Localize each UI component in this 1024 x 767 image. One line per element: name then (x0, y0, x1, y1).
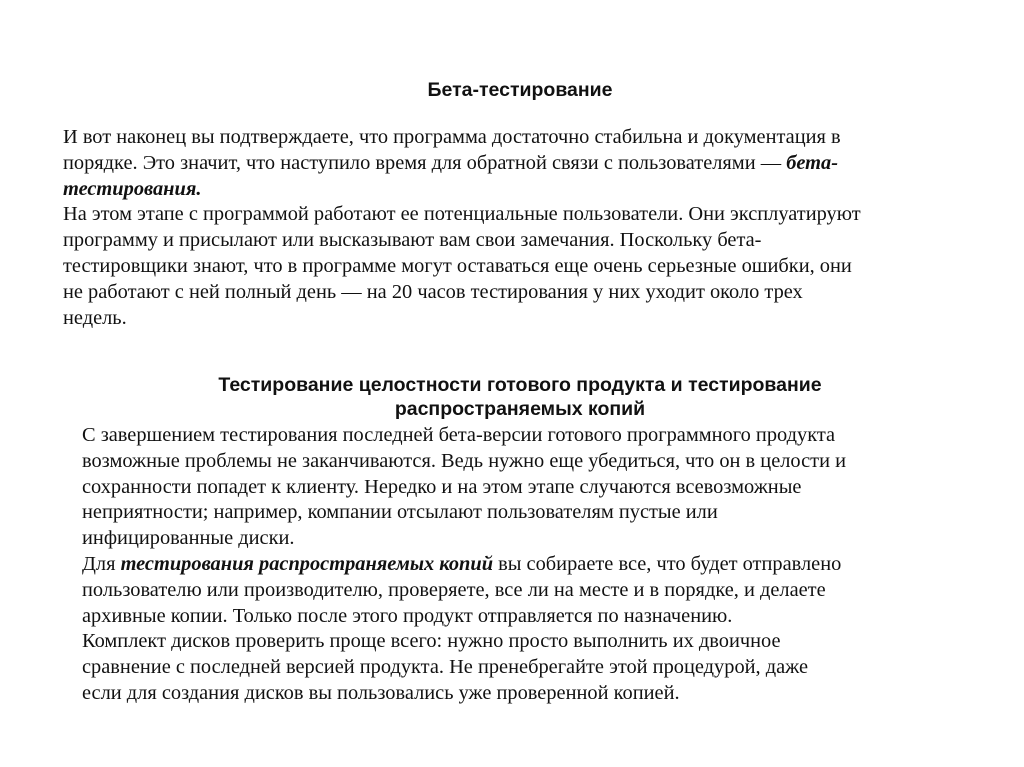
emphasized-term: бета- (786, 151, 839, 174)
text-line (82, 604, 972, 630)
section-title-integrity-testing (120, 373, 920, 421)
text-segment: И вот наконец вы подтверждаете, что программа достаточно стабильна и документация в (63, 126, 841, 148)
emphasized-term: тестирования распространяемых копий (120, 552, 494, 575)
text-line (82, 681, 972, 707)
text-line (82, 449, 972, 475)
paragraph-beta-testing (63, 125, 983, 331)
text-line (63, 254, 983, 280)
text-segment: На этом этапе с программой работают ее потенциальные пользователи. Они эксплуатируют (63, 203, 861, 226)
text-segment: С завершением тестирования последней бета-версии готового программного продукта (82, 424, 836, 446)
text-segment: сохранности попадет к клиенту. Нередко и на этом этапе случаются всевозможные (82, 475, 802, 498)
text-segment: неприятности; например, компании отсылают пользователям пустые или (82, 501, 718, 524)
text-line (82, 475, 972, 501)
text-line (82, 423, 972, 449)
text-line (82, 552, 972, 578)
text-segment: не работают с ней полный день — на 20 часов тестирования у них уходит около трех (63, 280, 803, 303)
text-segment: архивные копии. Только после этого продукт отправляется по назначению. (82, 604, 733, 627)
text-line (63, 125, 983, 151)
text-segment: тестировщики знают, что в программе могут оставаться еще очень серьезные ошибки, они (63, 254, 852, 277)
text-line (63, 202, 983, 228)
text-line (82, 500, 972, 526)
text-line (82, 578, 972, 604)
text-line (63, 280, 983, 306)
section-title-line: распространяемых копий (394, 398, 646, 420)
text-segment: вы собираете все, что будет отправлено (493, 552, 842, 575)
section-title-beta-testing: Бета-тестирование (427, 79, 613, 101)
text-line (63, 306, 983, 332)
text-line (82, 526, 972, 552)
text-segment: Для (82, 552, 121, 575)
paragraph-integrity-testing (82, 423, 972, 707)
text-segment: возможные проблемы не заканчиваются. Ведь нужно еще убедиться, что он в целости и (82, 449, 846, 472)
emphasized-term: тестирования. (63, 177, 202, 200)
text-segment: инфицированные диски. (82, 527, 295, 550)
text-segment: порядке. Это значит, что наступило время для обратной связи с пользователями — (63, 151, 787, 174)
text-line (82, 629, 972, 655)
text-segment: пользователю или производителю, проверяете, все ли на месте и в порядке, и делаете (82, 578, 826, 601)
text-segment: недель. (63, 306, 127, 329)
section-title-line: Тестирование целостности готового продукта и тестирование (218, 374, 822, 396)
text-line (82, 655, 972, 681)
text-segment: Комплект дисков проверить проще всего: нужно просто выполнить их двоичное (82, 630, 781, 653)
text-line (63, 228, 983, 254)
text-line (63, 151, 983, 177)
text-line (63, 177, 983, 203)
text-segment: если для создания дисков вы пользовались уже проверенной копией. (82, 681, 680, 704)
text-segment: программу и присылают или высказывают вам свои замечания. Поскольку бета- (63, 229, 762, 252)
text-segment: сравнение с последней версией продукта. Не пренебрегайте этой процедурой, даже (82, 656, 809, 679)
